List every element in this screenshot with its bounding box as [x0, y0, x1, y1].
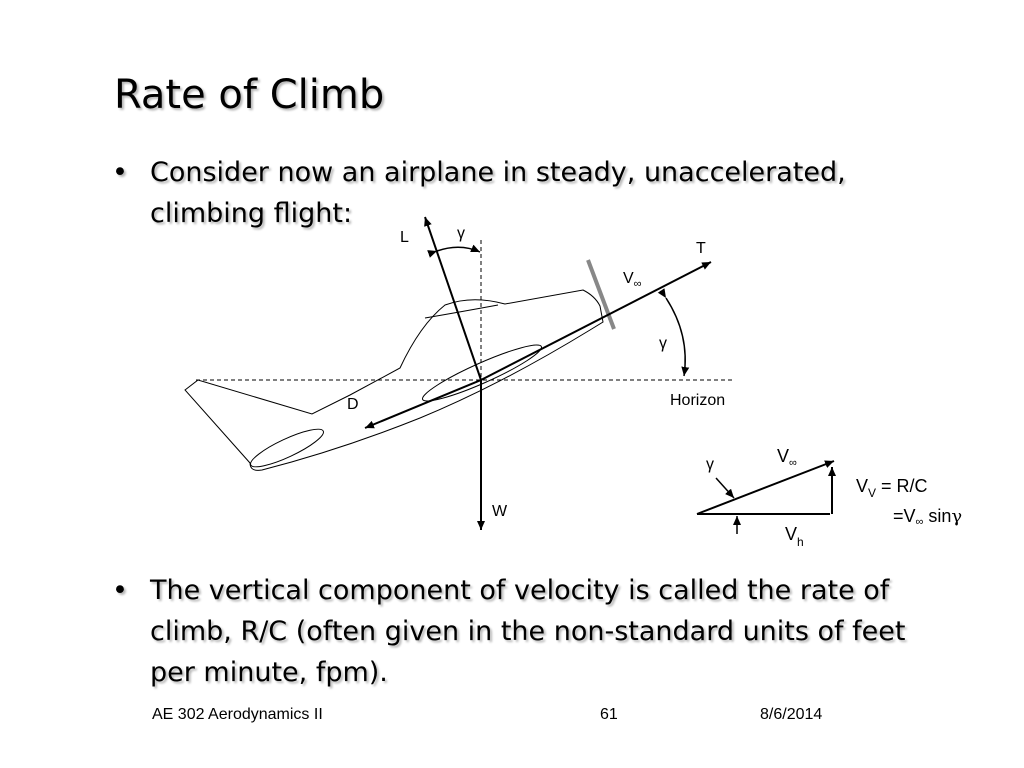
horizon-label: Horizon	[670, 392, 726, 409]
tailplane	[247, 423, 327, 473]
triangle-vh-label: $V_h$	[785, 524, 804, 549]
slide-title: Rate of Climb	[114, 72, 385, 118]
v-infinity-label: $V_\infty$	[623, 270, 642, 290]
gamma-arc-flight	[666, 298, 685, 376]
footer-course: AE 302 Aerodynamics II	[152, 706, 323, 723]
lift-label: L	[400, 229, 409, 246]
bullet-marker: •	[112, 157, 128, 188]
triangle-gamma-label: γ	[706, 456, 714, 473]
drag-label: D	[347, 396, 359, 413]
bullet-marker: •	[112, 575, 128, 606]
drag-vector	[365, 380, 481, 428]
airplane-canopy-line	[425, 305, 498, 318]
footer-date: 8/6/2014	[760, 706, 823, 723]
triangle-v-infinity-label: $V_\infty$	[777, 446, 797, 469]
triangle-v-infinity	[697, 461, 834, 514]
triangle-gamma-pointer	[716, 478, 734, 498]
bullet-text: Consider now an airplane in steady, unaccelerated, climbing flight:	[150, 157, 846, 229]
thrust-label: T	[696, 240, 706, 257]
bullet-text: The vertical component of velocity is called the rate of climb, R/C (often given in the non-standard units of feet per minute, fpm).	[150, 575, 906, 688]
lift-vector	[425, 217, 481, 380]
footer-page-number: 61	[600, 706, 618, 723]
triangle-vv-equation-line1: $V_V = R/C$	[856, 476, 928, 500]
gamma-label-flight: γ	[659, 335, 667, 352]
gamma-arc-lift	[437, 247, 480, 252]
gamma-label-top: γ	[457, 225, 465, 242]
weight-label: W	[492, 503, 508, 520]
triangle-vv-equation-line2: =V∞ sinγ	[893, 506, 963, 528]
